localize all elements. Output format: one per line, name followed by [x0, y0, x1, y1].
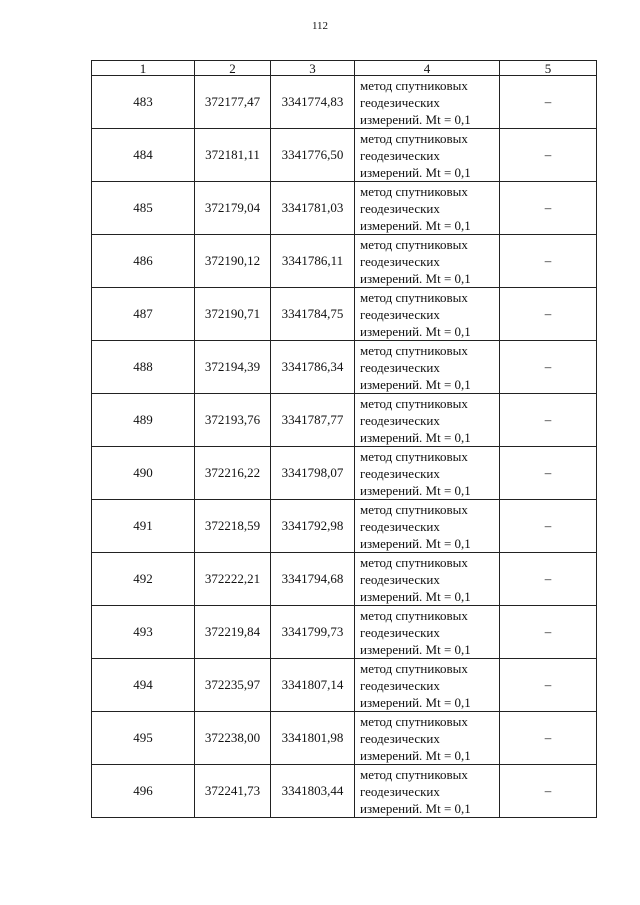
note-cell: – [500, 712, 597, 765]
table-row [92, 712, 597, 765]
page-number: 112 [311, 20, 329, 32]
column-header-1: 1 [92, 61, 195, 76]
method-line: измерений. Mt = 0,1 [360, 535, 471, 551]
column-header-4: 4 [355, 61, 500, 76]
note-cell: – [500, 235, 597, 288]
note-cell: – [500, 765, 597, 818]
x-coordinate-cell: 372219,84 [195, 606, 271, 659]
table-row [92, 659, 597, 712]
method-line: геодезических [360, 200, 440, 216]
point-number-cell: 488 [92, 341, 195, 394]
method-line: метод спутниковых [360, 130, 468, 146]
method-line: метод спутниковых [360, 448, 468, 464]
note-cell: – [500, 659, 597, 712]
method-cell [355, 447, 500, 500]
y-coordinate-cell: 3341776,50 [271, 129, 355, 182]
table-body [92, 76, 597, 818]
y-coordinate-cell: 3341787,77 [271, 394, 355, 447]
x-coordinate-cell: 372235,97 [195, 659, 271, 712]
table-row [92, 500, 597, 553]
method-line: геодезических [360, 730, 440, 746]
point-number-cell: 491 [92, 500, 195, 553]
method-line: геодезических [360, 465, 440, 481]
y-coordinate-cell: 3341807,14 [271, 659, 355, 712]
column-header-5: 5 [500, 61, 597, 76]
table-row [92, 394, 597, 447]
method-cell [355, 182, 500, 235]
method-line: метод спутниковых [360, 607, 468, 623]
method-line: измерений. Mt = 0,1 [360, 217, 471, 233]
x-coordinate-cell: 372222,21 [195, 553, 271, 606]
x-coordinate-cell: 372190,12 [195, 235, 271, 288]
method-line: метод спутниковых [360, 395, 468, 411]
y-coordinate-cell: 3341799,73 [271, 606, 355, 659]
method-line: геодезических [360, 94, 440, 110]
note-cell: – [500, 553, 597, 606]
x-coordinate-cell: 372179,04 [195, 182, 271, 235]
method-cell [355, 500, 500, 553]
method-line: измерений. Mt = 0,1 [360, 482, 471, 498]
method-line: геодезических [360, 147, 440, 163]
method-line: измерений. Mt = 0,1 [360, 323, 471, 339]
method-line: измерений. Mt = 0,1 [360, 270, 471, 286]
note-cell: – [500, 288, 597, 341]
y-coordinate-cell: 3341792,98 [271, 500, 355, 553]
method-line: геодезических [360, 306, 440, 322]
point-number-cell: 496 [92, 765, 195, 818]
column-header-3: 3 [271, 61, 355, 76]
x-coordinate-cell: 372193,76 [195, 394, 271, 447]
method-cell [355, 288, 500, 341]
table-row [92, 606, 597, 659]
method-line: геодезических [360, 518, 440, 534]
note-cell: – [500, 76, 597, 129]
method-cell [355, 659, 500, 712]
method-line: метод спутниковых [360, 183, 468, 199]
method-cell [355, 606, 500, 659]
x-coordinate-cell: 372177,47 [195, 76, 271, 129]
y-coordinate-cell: 3341774,83 [271, 76, 355, 129]
method-line: измерений. Mt = 0,1 [360, 641, 471, 657]
y-coordinate-cell: 3341803,44 [271, 765, 355, 818]
table-row [92, 288, 597, 341]
note-cell: – [500, 447, 597, 500]
x-coordinate-cell: 372216,22 [195, 447, 271, 500]
method-line: геодезических [360, 624, 440, 640]
method-cell [355, 712, 500, 765]
table-row [92, 553, 597, 606]
point-number-cell: 492 [92, 553, 195, 606]
x-coordinate-cell: 372241,73 [195, 765, 271, 818]
point-number-cell: 486 [92, 235, 195, 288]
method-line: измерений. Mt = 0,1 [360, 800, 471, 816]
method-line: геодезических [360, 783, 440, 799]
point-number-cell: 489 [92, 394, 195, 447]
table-header-row [92, 61, 597, 76]
method-line: измерений. Mt = 0,1 [360, 694, 471, 710]
x-coordinate-cell: 372181,11 [195, 129, 271, 182]
method-line: метод спутниковых [360, 236, 468, 252]
table-row [92, 129, 597, 182]
method-line: метод спутниковых [360, 342, 468, 358]
x-coordinate-cell: 372190,71 [195, 288, 271, 341]
note-cell: – [500, 182, 597, 235]
method-cell [355, 341, 500, 394]
note-cell: – [500, 500, 597, 553]
method-line: метод спутниковых [360, 660, 468, 676]
point-number-cell: 490 [92, 447, 195, 500]
method-line: измерений. Mt = 0,1 [360, 588, 471, 604]
method-line: метод спутниковых [360, 766, 468, 782]
method-cell [355, 765, 500, 818]
method-line: метод спутниковых [360, 554, 468, 570]
method-line: геодезических [360, 571, 440, 587]
point-number-cell: 487 [92, 288, 195, 341]
method-line: метод спутниковых [360, 289, 468, 305]
table-row [92, 76, 597, 129]
method-line: геодезических [360, 253, 440, 269]
x-coordinate-cell: 372218,59 [195, 500, 271, 553]
y-coordinate-cell: 3341784,75 [271, 288, 355, 341]
point-number-cell: 484 [92, 129, 195, 182]
note-cell: – [500, 341, 597, 394]
method-cell [355, 553, 500, 606]
method-line: геодезических [360, 359, 440, 375]
method-line: измерений. Mt = 0,1 [360, 376, 471, 392]
method-cell [355, 129, 500, 182]
y-coordinate-cell: 3341781,03 [271, 182, 355, 235]
y-coordinate-cell: 3341798,07 [271, 447, 355, 500]
method-cell [355, 76, 500, 129]
coordinates-table [91, 60, 597, 818]
y-coordinate-cell: 3341794,68 [271, 553, 355, 606]
column-header-2: 2 [195, 61, 271, 76]
point-number-cell: 493 [92, 606, 195, 659]
y-coordinate-cell: 3341786,34 [271, 341, 355, 394]
note-cell: – [500, 394, 597, 447]
method-line: геодезических [360, 412, 440, 428]
table-row [92, 447, 597, 500]
method-line: метод спутниковых [360, 501, 468, 517]
x-coordinate-cell: 372238,00 [195, 712, 271, 765]
table-row [92, 182, 597, 235]
method-cell [355, 394, 500, 447]
method-cell [355, 235, 500, 288]
note-cell: – [500, 129, 597, 182]
method-line: геодезических [360, 677, 440, 693]
table-row [92, 765, 597, 818]
method-line: измерений. Mt = 0,1 [360, 429, 471, 445]
method-line: метод спутниковых [360, 77, 468, 93]
method-line: измерений. Mt = 0,1 [360, 111, 471, 127]
point-number-cell: 483 [92, 76, 195, 129]
method-line: измерений. Mt = 0,1 [360, 164, 471, 180]
table-row [92, 235, 597, 288]
note-cell: – [500, 606, 597, 659]
point-number-cell: 495 [92, 712, 195, 765]
y-coordinate-cell: 3341786,11 [271, 235, 355, 288]
point-number-cell: 494 [92, 659, 195, 712]
method-line: метод спутниковых [360, 713, 468, 729]
method-line: измерений. Mt = 0,1 [360, 747, 471, 763]
point-number-cell: 485 [92, 182, 195, 235]
y-coordinate-cell: 3341801,98 [271, 712, 355, 765]
table-row [92, 341, 597, 394]
x-coordinate-cell: 372194,39 [195, 341, 271, 394]
